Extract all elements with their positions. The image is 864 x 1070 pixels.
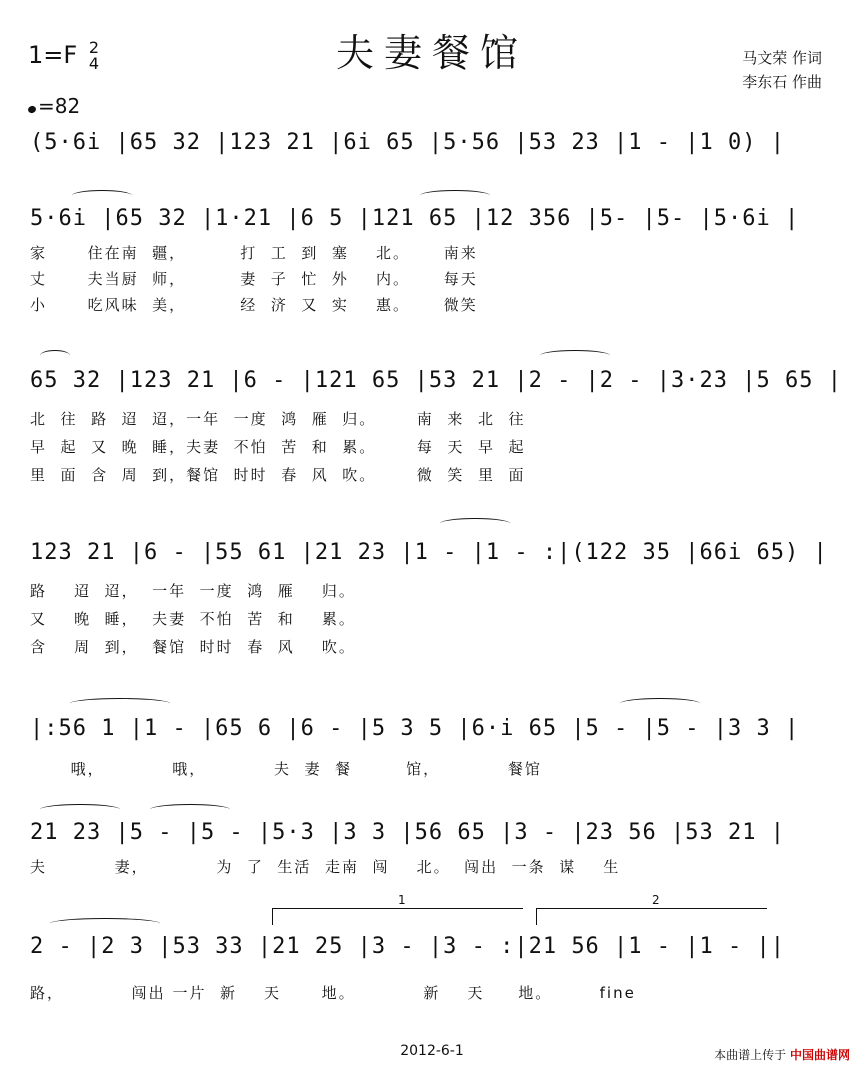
- lyric-line-3-verse-3: 里 面 含 周 到，餐馆 时时 春 风 吹。 微 笑 里 面: [30, 466, 526, 484]
- slur: [40, 350, 70, 361]
- lyric-line-3-verse-2: 早 起 又 晚 睡，夫妻 不怕 苦 和 累。 每 天 早 起: [30, 438, 526, 456]
- time-top: 2: [88, 38, 100, 57]
- second-ending-bracket: [536, 893, 767, 925]
- score-line-3: 65 32 |123 21 |6 - |121 65 |53 21 |2 - |2 - |3·23 |5 65 |: [30, 368, 842, 393]
- quarter-note-icon: [27, 105, 37, 114]
- credits: [742, 46, 822, 94]
- lyric-line-7: 路， 闯出 一片 新 天 地。 新 天 地。 fine: [30, 984, 636, 1002]
- lyric-line-4-verse-1: 路 迢 迢， 一年 一度 鸿 雁 归。: [30, 582, 356, 600]
- lyric-line-4-verse-3: 含 周 到， 餐馆 时时 春 风 吹。: [30, 638, 356, 656]
- lyric-line-2-verse-3: 小 吃风味 美， 经 济 又 实 惠。 微笑: [30, 296, 478, 314]
- first-ending-bracket: [272, 893, 523, 925]
- composer: 李东石 作曲: [742, 73, 822, 91]
- score-line-4: 123 21 |6 - |55 61 |21 23 |1 - |1 - :|(122 35 |66i 65) |: [30, 540, 828, 565]
- second-ending-number: 2: [652, 893, 660, 907]
- lyricist: 马文荣 作词: [742, 49, 822, 67]
- site-logo: 中国曲谱网: [789, 1048, 850, 1062]
- slur: [620, 698, 700, 709]
- slur: [72, 190, 132, 201]
- lyric-line-2-verse-2: 丈 夫当厨 师， 妻 子 忙 外 内。 每天: [30, 270, 478, 288]
- upload-prefix: 本曲谱上传于: [714, 1048, 787, 1062]
- slur: [70, 698, 170, 709]
- slur: [440, 518, 510, 529]
- lyric-line-5: 哦， 哦， 夫 妻 餐 馆， 餐馆: [30, 760, 542, 778]
- lyric-line-6: 夫 妻， 为 了 生活 走南 闯 北。 闯出 一条 谋 生: [30, 858, 621, 876]
- key-label: 1=F: [28, 41, 78, 69]
- slur: [420, 190, 490, 201]
- lyric-line-4-verse-2: 又 晚 睡， 夫妻 不怕 苦 和 累。: [30, 610, 356, 628]
- slur: [540, 350, 610, 361]
- time-bottom: 4: [88, 54, 100, 73]
- upload-note: [714, 1046, 850, 1063]
- date: 2012-6-1: [400, 1043, 464, 1059]
- song-title: 夫妻餐馆: [335, 31, 528, 75]
- slur: [50, 918, 160, 929]
- slur: [150, 804, 230, 815]
- slur: [40, 804, 120, 815]
- lyric-line-3-verse-1: 北 往 路 迢 迢，一年 一度 鸿 雁 归。 南 来 北 往: [30, 410, 526, 428]
- score-line-6: 21 23 |5 - |5 - |5·3 |3 3 |56 65 |3 - |23 56 |53 21 |: [30, 820, 785, 845]
- score-line-7: 2 - |2 3 |53 33 |21 25 |3 - |3 - :|21 56 |1 - |1 - ||: [30, 934, 785, 959]
- score-line-2: 5·6i |65 32 |1·21 |6 5 |121 65 |12 356 |5- |5- |5·6i |: [30, 206, 800, 231]
- key-signature: [28, 40, 99, 72]
- score-line-5: |:56 1 |1 - |65 6 |6 - |5 3 5 |6·i 65 |5 - |5 - |3 3 |: [30, 716, 800, 741]
- score-line-1: (5·6i |65 32 |123 21 |6i 65 |5·56 |53 23 |1 - |1 0) |: [30, 130, 785, 155]
- first-ending-number: 1: [398, 893, 406, 907]
- time-signature: [89, 40, 99, 72]
- tempo-mark: [28, 94, 80, 118]
- lyric-line-2-verse-1: 家 住在南 疆， 打 工 到 塞 北。 南来: [30, 244, 478, 262]
- tempo-value: =82: [38, 94, 81, 118]
